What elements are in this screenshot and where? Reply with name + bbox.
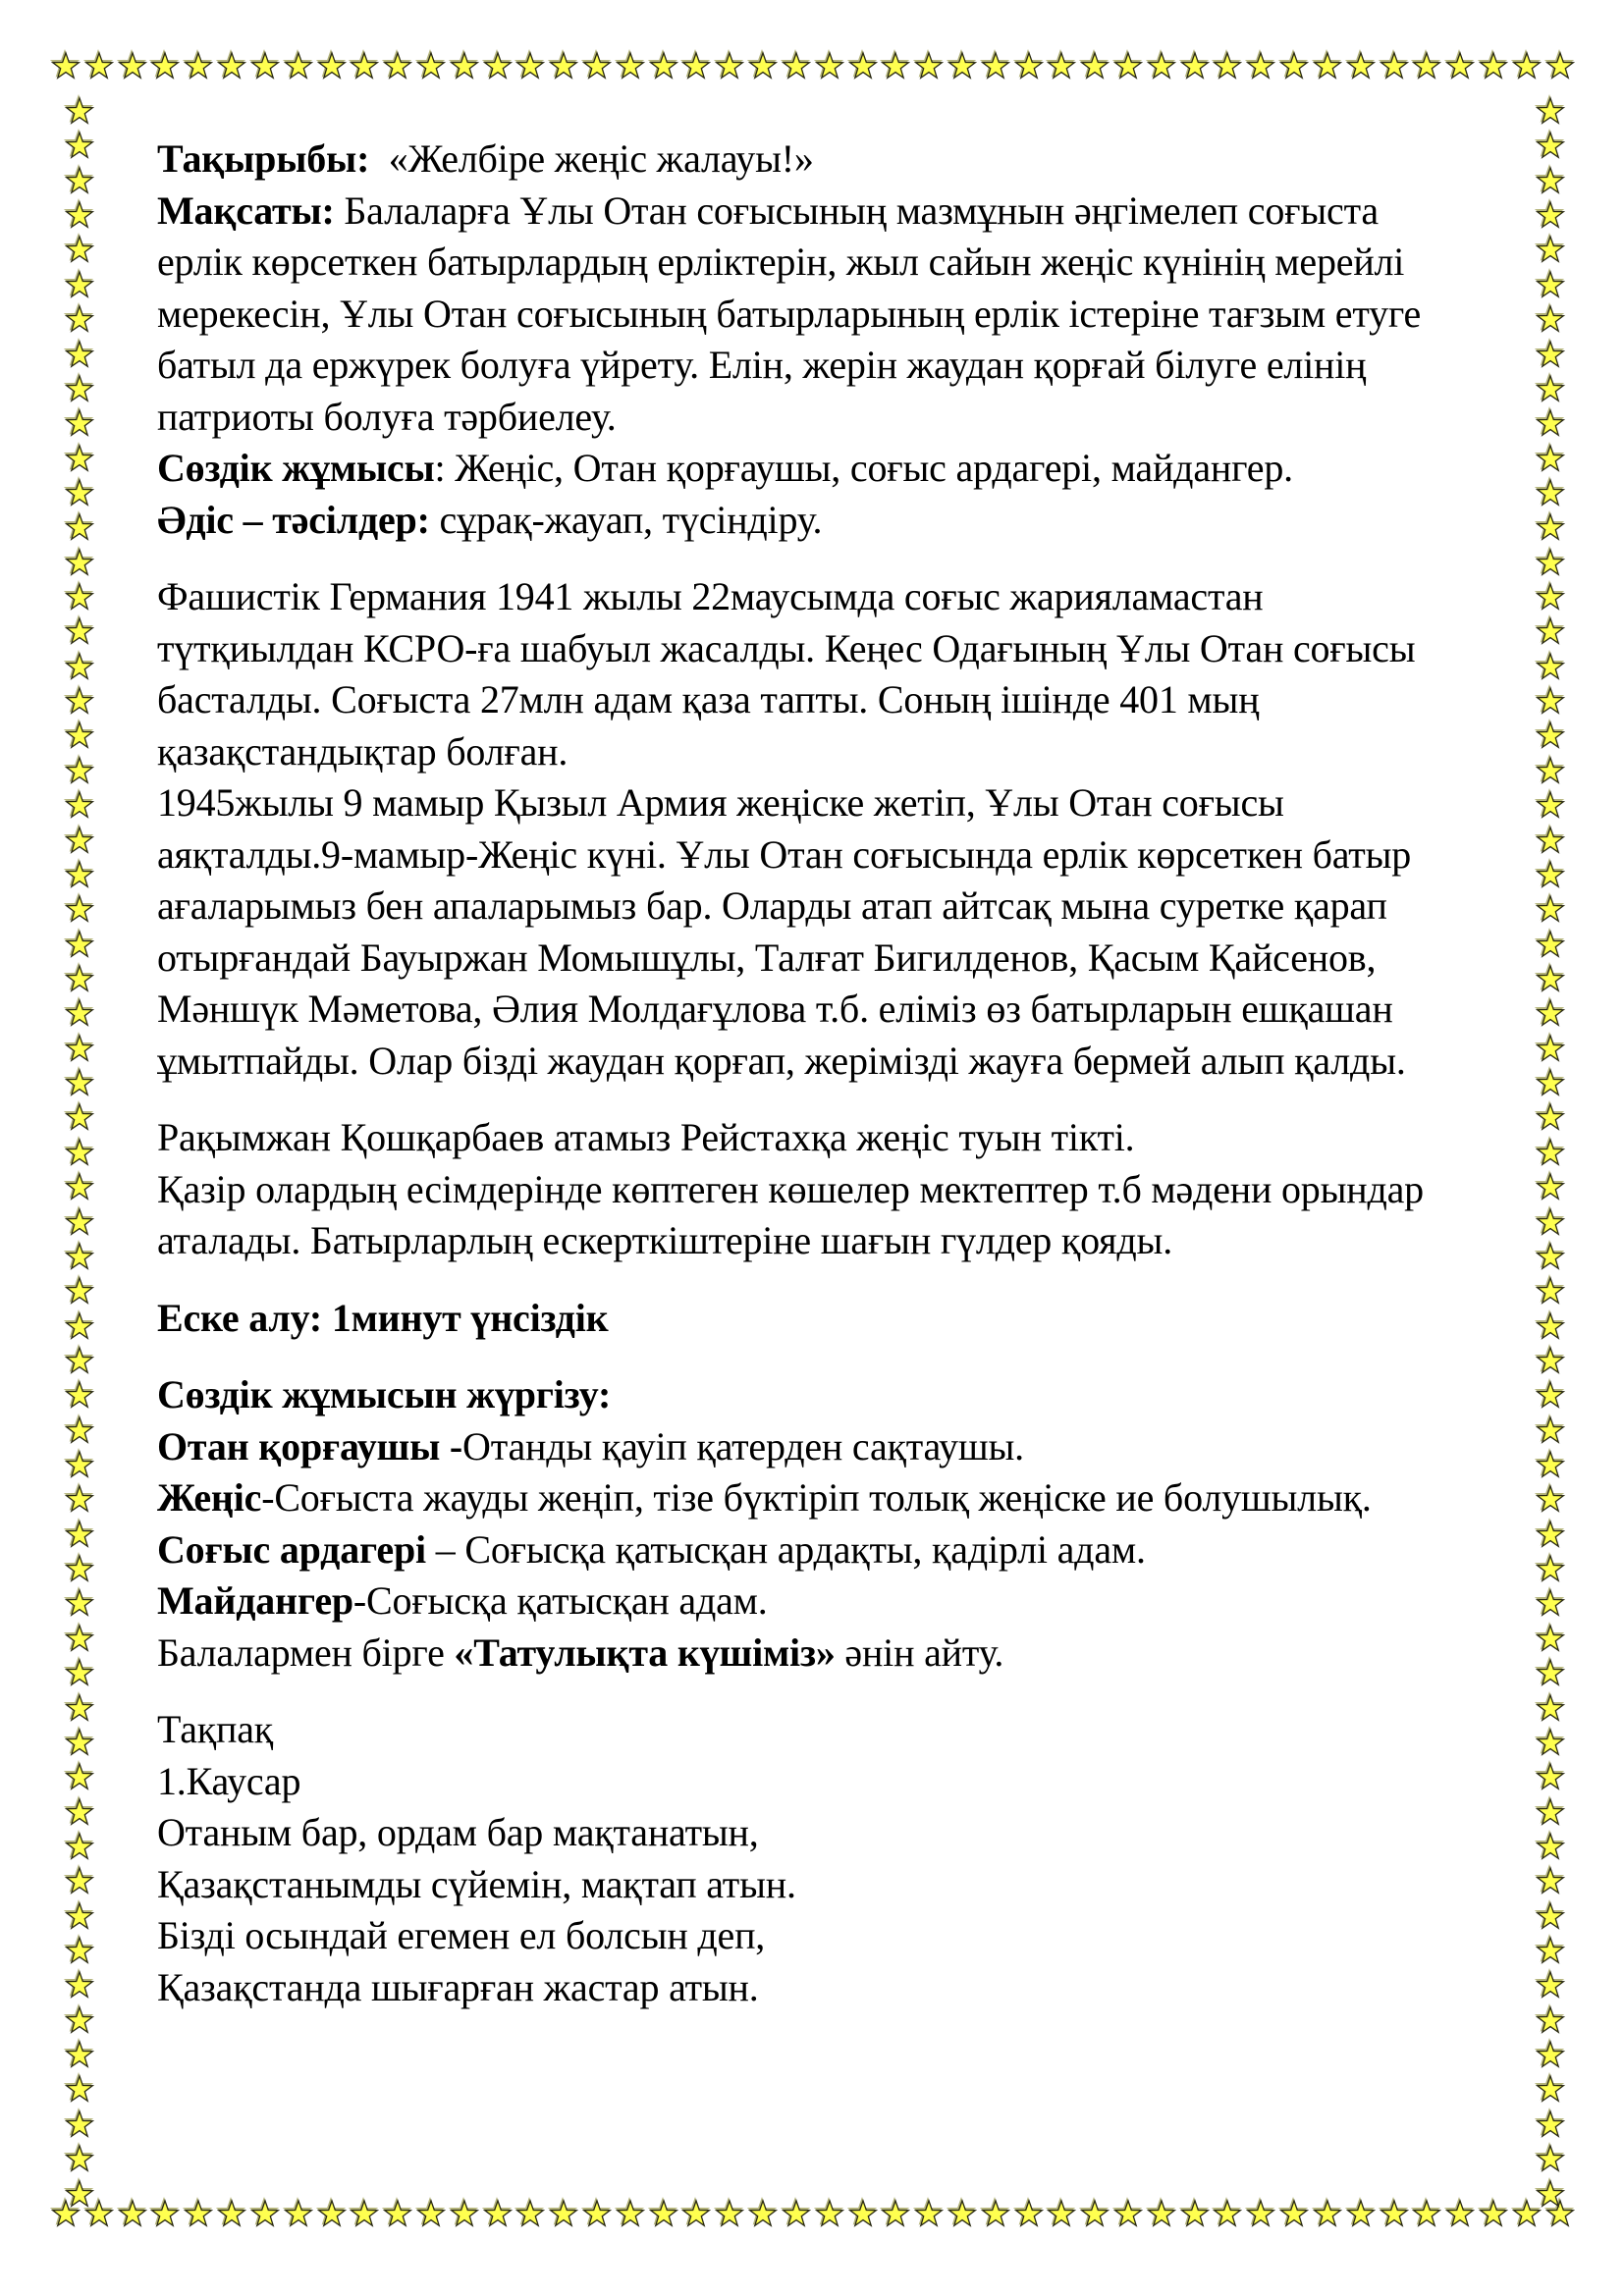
star-icon <box>715 2199 744 2228</box>
star-icon <box>1014 2199 1044 2228</box>
star-icon <box>1014 51 1044 80</box>
star-icon <box>65 1762 94 1791</box>
star-icon <box>65 894 94 924</box>
text-line <box>157 1807 1565 1859</box>
bold-text-segment: Әдіс – тәсілдер: <box>157 497 430 542</box>
star-icon <box>1512 2199 1542 2228</box>
text-segment: Бізді осындай егемен ел болсын деп, <box>157 1913 766 1957</box>
star-icon <box>416 2199 446 2228</box>
star-icon <box>284 51 313 80</box>
star-icon <box>65 340 94 369</box>
text-line <box>157 881 1565 933</box>
text-segment: 1.Каусар <box>157 1758 301 1803</box>
text-line <box>157 777 1565 829</box>
star-icon <box>65 2005 94 2035</box>
star-icon <box>65 1311 94 1341</box>
star-icon <box>65 930 94 959</box>
star-icon <box>118 51 147 80</box>
star-icon <box>65 270 94 299</box>
star-icon <box>65 1242 94 1271</box>
text-line <box>157 1575 1565 1628</box>
text-line <box>157 1164 1565 1216</box>
star-icon <box>1246 51 1275 80</box>
text-line <box>157 186 1565 238</box>
minute-of-silence-heading <box>157 1293 1565 1345</box>
star-icon <box>350 51 379 80</box>
text-line <box>157 1704 1565 1756</box>
text-line <box>157 340 1565 392</box>
star-icon <box>815 51 844 80</box>
star-icon <box>51 51 81 80</box>
star-icon <box>1445 51 1475 80</box>
text-line <box>157 1215 1565 1267</box>
star-icon <box>65 1866 94 1896</box>
text-line <box>157 1628 1565 1680</box>
star-border-bottom <box>51 2199 1575 2228</box>
text-line <box>157 984 1565 1036</box>
star-icon <box>65 1970 94 2000</box>
star-icon <box>65 1415 94 1445</box>
star-icon <box>1479 51 1508 80</box>
star-icon <box>1346 2199 1376 2228</box>
star-icon <box>1080 2199 1110 2228</box>
bold-text-segment: «Татулықта күшіміз» <box>454 1629 836 1675</box>
star-icon <box>1545 51 1575 80</box>
star-icon <box>65 1520 94 1549</box>
history-paragraph <box>157 571 1565 1087</box>
star-icon <box>383 2199 412 2228</box>
star-icon <box>947 2199 977 2228</box>
star-icon <box>1279 51 1309 80</box>
text-line <box>157 289 1565 341</box>
star-icon <box>681 2199 711 2228</box>
star-icon <box>515 2199 545 2228</box>
star-icon <box>549 2199 578 2228</box>
star-icon <box>65 616 94 646</box>
text-segment: Отаным бар, ордам бар мақтанатын, <box>157 1810 759 1854</box>
star-icon <box>65 166 94 195</box>
star-icon <box>184 2199 213 2228</box>
star-icon <box>65 1658 94 1687</box>
text-segment: ағаларымыз бен апаларымыз бар. Оларды атап айтсақ мына суретке қарап <box>157 883 1387 928</box>
star-icon <box>815 2199 844 2228</box>
text-line <box>157 1369 1565 1421</box>
text-segment: түтқиылдан КСРО-ға шабуыл жасалды. Кеңес Одағының Ұлы Отан соғысы <box>157 625 1416 670</box>
star-icon <box>150 2199 180 2228</box>
star-icon <box>65 1901 94 1931</box>
text-segment: аталады. Батырларлың ескерткіштеріне шағын гүлдер қояды. <box>157 1218 1172 1262</box>
text-segment: Рақымжан Қошқарбаев атамыз Рейстахқа жеңіс туын тікті. <box>157 1115 1135 1159</box>
star-icon <box>65 1138 94 1167</box>
bold-text-segment: Майдангер <box>157 1578 353 1623</box>
star-icon <box>65 1484 94 1514</box>
text-segment: Отанды қауіп қатерден сақтаушы. <box>462 1423 1024 1468</box>
star-icon <box>748 2199 778 2228</box>
star-icon <box>65 1102 94 1132</box>
text-segment: патриоты болуға тәрбиелеу. <box>157 394 617 439</box>
star-icon <box>65 652 94 681</box>
star-icon <box>914 2199 944 2228</box>
poem-section <box>157 1704 1565 2013</box>
star-border-top <box>51 51 1575 80</box>
bold-text-segment: Отан қорғаушы - <box>157 1423 463 1468</box>
bold-text-segment: Сөздік жұмысын жүргізу: <box>157 1372 612 1416</box>
star-icon <box>881 51 910 80</box>
star-icon <box>483 2199 513 2228</box>
star-icon <box>65 1588 94 1618</box>
star-icon <box>1545 2199 1575 2228</box>
text-line <box>157 1756 1565 1808</box>
text-segment: әнін айту. <box>835 1629 1004 1675</box>
text-segment: Тақпақ <box>157 1707 274 1751</box>
text-segment: «Желбіре жеңіс жалауы!» <box>369 136 814 181</box>
star-icon <box>65 1450 94 1479</box>
star-icon <box>65 374 94 403</box>
text-line <box>157 237 1565 289</box>
star-icon <box>782 2199 811 2228</box>
star-icon <box>65 2074 94 2104</box>
star-icon <box>1213 51 1242 80</box>
text-segment: аяқталды.9-мамыр-Жеңіс күні. Ұлы Отан соғысында ерлік көрсеткен батыр <box>157 831 1412 877</box>
star-icon <box>65 1728 94 1757</box>
star-icon <box>65 1797 94 1827</box>
star-icon <box>582 51 612 80</box>
text-segment: Қазір олардың есімдерінде көптеген көшелер мектептер т.б мәдени орындар <box>157 1166 1424 1211</box>
text-line <box>157 726 1565 778</box>
star-icon <box>1147 2199 1176 2228</box>
text-segment: басталды. Соғыста 27млн адам қаза тапты. Соның ішінде 401 мың <box>157 677 1260 721</box>
star-icon <box>1536 2144 1565 2173</box>
star-icon <box>65 478 94 507</box>
star-icon <box>65 304 94 334</box>
star-icon <box>65 790 94 820</box>
star-icon <box>217 51 246 80</box>
star-icon <box>65 1207 94 1237</box>
star-icon <box>65 998 94 1028</box>
star-icon <box>1313 2199 1342 2228</box>
star-icon <box>1380 2199 1409 2228</box>
star-icon <box>51 2199 81 2228</box>
star-icon <box>582 2199 612 2228</box>
star-icon <box>450 2199 479 2228</box>
star-icon <box>350 2199 379 2228</box>
star-icon <box>1412 51 1441 80</box>
star-icon <box>1536 2179 1565 2209</box>
star-border-left <box>65 96 94 2209</box>
star-icon <box>483 51 513 80</box>
star-icon <box>1512 51 1542 80</box>
star-icon <box>1313 51 1342 80</box>
text-line <box>157 392 1565 444</box>
star-icon <box>914 51 944 80</box>
text-line <box>157 1962 1565 2014</box>
star-icon <box>65 1380 94 1410</box>
text-segment: қазақстандықтар болған. <box>157 728 568 774</box>
star-icon <box>1279 2199 1309 2228</box>
star-icon <box>65 756 94 785</box>
text-segment: Балалармен бірге <box>157 1629 455 1675</box>
star-icon <box>284 2199 313 2228</box>
star-icon <box>649 2199 678 2228</box>
text-line <box>157 443 1565 495</box>
star-icon <box>150 51 180 80</box>
text-segment: Қазақстанымды сүйемін, мақтап атын. <box>157 1861 796 1906</box>
star-icon <box>1536 2109 1565 2139</box>
star-icon <box>65 721 94 750</box>
star-icon <box>65 860 94 889</box>
document-body <box>157 133 1565 2013</box>
star-icon <box>250 2199 280 2228</box>
bold-text-segment: Мақсаты: <box>157 187 335 233</box>
star-icon <box>1047 51 1076 80</box>
text-line <box>157 1112 1565 1164</box>
star-icon <box>65 1624 94 1653</box>
star-icon <box>65 96 94 126</box>
star-icon <box>65 2179 94 2209</box>
star-icon <box>383 51 412 80</box>
star-icon <box>65 1936 94 1965</box>
star-icon <box>1147 51 1176 80</box>
star-icon <box>65 582 94 612</box>
text-segment: -Соғысқа қатысқан адам. <box>352 1578 768 1623</box>
star-icon <box>65 1068 94 1097</box>
star-icon <box>65 1276 94 1306</box>
lesson-header <box>157 133 1565 546</box>
text-line <box>157 1421 1565 1473</box>
text-segment: ұмытпайды. Олар бізді жаудан қорғап, жерімізді жауға бермей алып қалды. <box>157 1038 1406 1083</box>
text-line <box>157 1036 1565 1088</box>
star-icon <box>250 51 280 80</box>
star-icon <box>65 2109 94 2139</box>
star-icon <box>1346 51 1376 80</box>
text-segment: сұрақ-жауап, түсіндіру. <box>429 497 823 542</box>
bold-text-segment: Сөздік жұмысы <box>157 446 435 490</box>
text-segment: отырғандай Бауыржан Момышұлы, Талғат Бигилденов, Қасым Қайсенов, <box>157 934 1377 980</box>
star-icon <box>748 51 778 80</box>
text-segment: батыл да ержүрек болуға үйрету. Елін, жерін жаудан қорғай білуге елінің <box>157 343 1367 387</box>
star-icon <box>65 235 94 264</box>
text-segment: ерлік көрсеткен батырлардың ерліктерін, жыл сайын жеңіс күнінің мерейлі <box>157 240 1405 284</box>
text-line <box>157 1472 1565 1524</box>
star-icon <box>65 548 94 577</box>
text-line <box>157 1524 1565 1576</box>
star-icon <box>65 1832 94 1861</box>
star-icon <box>65 512 94 542</box>
vocabulary-section <box>157 1369 1565 1679</box>
star-icon <box>317 51 347 80</box>
star-icon <box>65 1346 94 1375</box>
text-segment: Балаларға Ұлы Отан соғысының мазмұнын әңгімелеп соғыста <box>334 187 1379 233</box>
text-line <box>157 571 1565 623</box>
star-icon <box>184 51 213 80</box>
star-icon <box>1412 2199 1441 2228</box>
star-icon <box>416 51 446 80</box>
star-icon <box>1113 2199 1143 2228</box>
star-icon <box>1213 2199 1242 2228</box>
star-icon <box>1080 51 1110 80</box>
star-icon <box>1479 2199 1508 2228</box>
text-line <box>157 829 1565 881</box>
star-icon <box>65 444 94 473</box>
text-line <box>157 623 1565 675</box>
text-segment: мерекесін, Ұлы Отан соғысының батырларының ерлік істеріне тағзым етуге <box>157 291 1422 336</box>
star-icon <box>65 1554 94 1583</box>
star-icon <box>84 2199 114 2228</box>
star-icon <box>65 1693 94 1723</box>
star-icon <box>881 2199 910 2228</box>
star-icon <box>1536 2040 1565 2069</box>
star-icon <box>1180 51 1210 80</box>
star-icon <box>549 51 578 80</box>
memory-paragraph <box>157 1112 1565 1267</box>
star-icon <box>1047 2199 1076 2228</box>
star-icon <box>65 2040 94 2069</box>
bold-text-segment: Тақырыбы: <box>157 136 370 181</box>
star-icon <box>848 2199 878 2228</box>
star-icon <box>65 408 94 438</box>
star-icon <box>65 686 94 716</box>
star-icon <box>981 2199 1010 2228</box>
star-icon <box>65 131 94 160</box>
star-icon <box>1536 2074 1565 2104</box>
text-line <box>157 1859 1565 1911</box>
text-segment: Фашистік Германия 1941 жылы 22маусымда соғыс жарияламастан <box>157 574 1264 618</box>
bold-text-segment: Жеңіс <box>157 1475 262 1520</box>
star-icon <box>1180 2199 1210 2228</box>
text-segment: Қазақстанда шығарған жастар атын. <box>157 1964 759 2009</box>
star-icon <box>65 826 94 855</box>
star-icon <box>1536 96 1565 126</box>
text-segment: : Жеңіс, Отан қорғаушы, соғыс ардагері, майдангер. <box>434 446 1293 490</box>
text-segment: – Соғысқа қатысқан ардақты, қадірлі адам. <box>425 1526 1146 1572</box>
star-icon <box>65 1172 94 1201</box>
star-icon <box>981 51 1010 80</box>
star-icon <box>317 2199 347 2228</box>
text-line <box>157 674 1565 726</box>
text-segment: -Соғыста жауды жеңіп, тізе бүктіріп толық жеңіске ие болушылық. <box>261 1475 1372 1520</box>
star-icon <box>65 200 94 230</box>
star-icon <box>947 51 977 80</box>
star-icon <box>616 2199 645 2228</box>
star-icon <box>616 51 645 80</box>
star-icon <box>1246 2199 1275 2228</box>
star-icon <box>515 51 545 80</box>
star-icon <box>65 2144 94 2173</box>
bold-text-segment: Еске алу: 1минут үнсіздік <box>157 1295 609 1340</box>
star-icon <box>782 51 811 80</box>
text-line <box>157 1293 1565 1345</box>
text-line <box>157 495 1565 547</box>
star-icon <box>681 51 711 80</box>
text-line <box>157 133 1565 186</box>
star-icon <box>1380 51 1409 80</box>
text-segment: Мәншүк Мәметова, Әлия Молдағұлова т.б. еліміз өз батырларын ешқашан <box>157 987 1393 1031</box>
star-icon <box>649 51 678 80</box>
star-icon <box>848 51 878 80</box>
text-segment: 1945жылы 9 мамыр Қызыл Армия жеңіске жетіп, Ұлы Отан соғысы <box>157 780 1284 825</box>
star-icon <box>450 51 479 80</box>
star-icon <box>65 964 94 993</box>
text-line <box>157 1910 1565 1962</box>
star-icon <box>1445 2199 1475 2228</box>
star-icon <box>65 1034 94 1063</box>
star-icon <box>118 2199 147 2228</box>
bold-text-segment: Соғыс ардагері <box>157 1526 426 1572</box>
star-icon <box>84 51 114 80</box>
star-icon <box>715 51 744 80</box>
star-icon <box>217 2199 246 2228</box>
text-line <box>157 933 1565 985</box>
star-icon <box>1113 51 1143 80</box>
